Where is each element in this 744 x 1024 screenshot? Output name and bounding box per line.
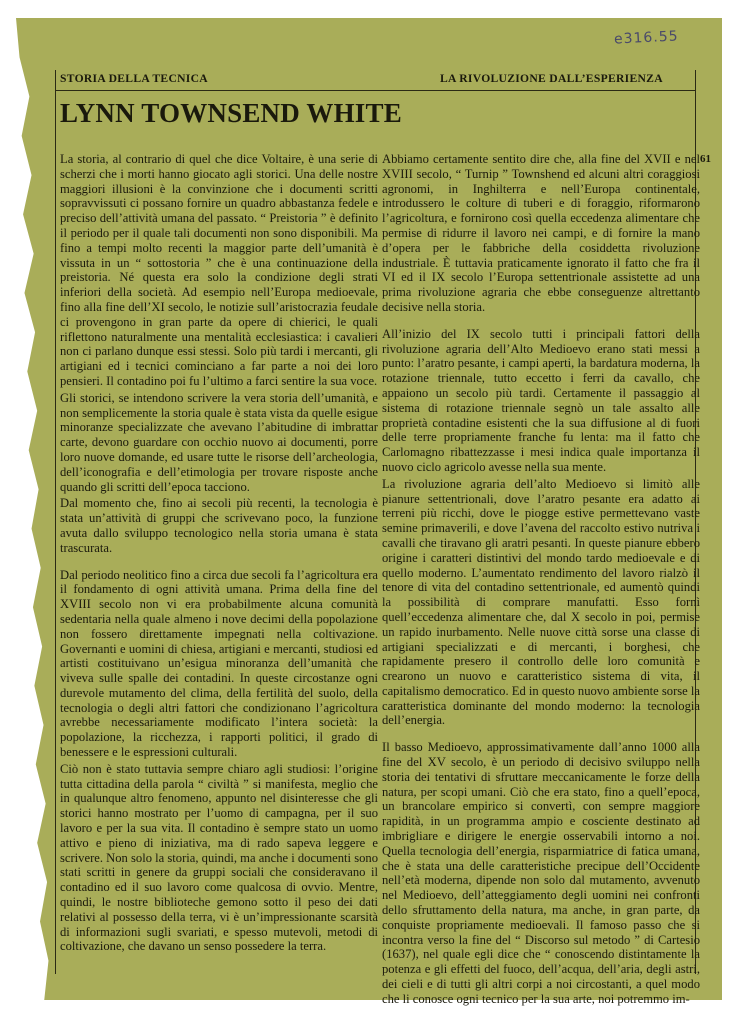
chapter-header: LA RIVOLUZIONE DALL’ESPERIENZA (440, 72, 663, 85)
paragraph: Dal periodo neolitico fino a circa due secoli fa l’agricoltura era il fondamento di ogni attività umana. Prima della fine del XVIII secolo non vi era probabilmente alcuna comunità sedentaria nella quale almeno i nove decimi della popolazione non fossero direttamente impegnati nella coltivazione. Governanti e uomini di chiesa, artigiani e mercanti, studiosi ed artisti costituivano un’esigua minoranza dell’umanità che viveva sulle spalle dei contadini. In queste circostanze ogni durevole mutamento del clima, della fertilità del suolo, della tecnologia o degli altri fattori che condizionano l’agricoltura avrebbe necessariamente modificato l’intera società: la popolazione, la ricchezza, i rapporti politici, il grado di benessere e le espressioni culturali. (60, 567, 378, 760)
paragraph: Ciò non è stato tuttavia sempre chiaro agli studiosi: l’origine tutta cittadina della parola “ civiltà ” si manifesta, meglio che in qualunque altro fenomeno, appunto nel disinteresse che gli storici hanno mostrato per l’uomo di campagna, per il suo lavoro e per la sua vita. Il contadino è sempre stato un uomo attivo e pieno di iniziativa, ma di rado sapeva leggere e scrivere. Non solo la storia, quindi, ma anche i documenti sono stati scritti in genere da gruppi sociali che consideravano il contadino ed il suo lavoro come qualcosa di ovvio. Mentre, quindi, le nostre biblioteche gemono sotto il peso dei dati relativi al possesso della terra, vi è un’impressionante scarsità di informazioni sugli svariati, e spesso mutevoli, metodi di coltivazione, che davano un senso possedere la terra. (60, 761, 378, 954)
paragraph: Gli storici, se intendono scrivere la vera storia dell’umanità, e non semplicemente la storia quale è stata vista da quelle esigue minoranze specializzate che avevano l’abitudine di imbrattar carte, devono guardare con occhio nuovo ai documenti, porre loro nuove domande, ed usare tutte le risorse dell’archeologia, dell’iconografia e dell’etimologia per trovare risposte anche quando gli scritti dell’epoca tacciono. (60, 390, 378, 494)
left-rule (55, 70, 56, 974)
handwritten-note: e316.55 (613, 28, 679, 48)
paragraph: Dal momento che, fino ai secoli più recenti, la tecnologia è stata un’attività di gruppi che scrivevano poco, la funzione avuta dallo sviluppo tecnologico nella storia umana è stata trascurata. (60, 496, 378, 555)
article-title: LYNN TOWNSEND WHITE (60, 98, 402, 128)
paragraph: La storia, al contrario di quel che dice Voltaire, è una serie di scherzi che i morti hanno giocato agli storici. Una delle nostre maggiori illusioni è la convinzione che i documenti scritti sopravvissuti ci possano fornire un quadro abbastanza fedele e preciso dell’attività umana del passato. “ Preistoria ” è definito il periodo per il quale tali documenti non sono disponibili. Ma fino a tempi molto recenti la maggior parte dell’umanità è vissuta in un “ sottostoria ” che è una continuazione della preistoria. Né questa era solo la condizione degli strati inferiori della società. Ad esempio nell’Europa medioevale, fino alla fine dell’XI secolo, le notizie sull’aristocrazia feudale ci provengono in gran parte da opere di chierici, le quali riflettono naturalmente una mentalità ecclesiastica: i cavalieri non ci parlano dunque essi stessi. Solo più tardi i mercanti, gli artigiani ed i tecnici cominciano a far parte a noi dei loro pensieri. Il contadino poi fu l’ultimo a farci sentire la sua voce. (60, 152, 378, 388)
header-rule (56, 90, 696, 91)
section-header: STORIA DELLA TECNICA (60, 72, 208, 85)
paragraph: Il basso Medioevo, approssimativamente dall’anno 1000 alla fine del XV secolo, è un periodo di decisivo sviluppo nella storia dei tentativi di sfruttare meccanicamente le forze della natura, per scopi umani. Ciò che era stato, fino a quell’epoca, un brancolare empirico si convertì, con sempre maggiore rapidità, in un programma ampio e cosciente destinato ad imbrigliare e dirigere le energie osservabili intorno a noi. Quella tecnologia dell’energia, risparmiatrice di fatica umana, che è stata una delle caratteristiche precipue dell’Occidente nell’età moderna, dipende non solo dal mutamento, avvenuto nel Medioevo, dell’atteggiamento degli uomini nei confronti dello sfruttamento della natura, ma anche, in gran parte, da conquiste propriamente medioevali. Il famoso passo che si incontra verso la fine del “ Discorso sul metodo ” di Cartesio (1637), nel quale egli dice che “ conoscendo distintamente la potenza e gli effetti del fuoco, dell’acqua, dell’aria, degli astri, dei cieli e di tutti gli altri corpi a noi circostanti, a quel modo che li conosce ogni tecnico per la sua arte, noi potremmo im- (382, 740, 700, 1006)
right-column (382, 152, 700, 1007)
page-number: 61 (700, 153, 711, 165)
paragraph: Abbiamo certamente sentito dire che, alla fine del XVII e nel XVIII secolo, “ Turnip ” Townshend ed alcuni altri coraggiosi agronomi, in Inghilterra e nell’Europa continentale, introdussero le colture di tuberi e di foraggio, riformarono l’agricoltura, e fornirono così quella eccedenza alimentare che permise di ridurre il lavoro nei campi, e di fornire la mano d’opera per le fabbriche della cosiddetta rivoluzione industriale. È tuttavia praticamente ignorato il fatto che fra il VI ed il IX secolo l’Europa settentrionale assistette ad una prima rivoluzione agraria che ebbe conseguenze altrettanto decisive nella storia. (382, 152, 700, 314)
paragraph: La rivoluzione agraria dell’alto Medioevo si limitò alle pianure settentrionali, dove l’aratro pesante era adatto ai terreni più ricchi, dove le piogge estive permettevano vaste semine primaverili, e dove l’avena del raccolto estivo nutriva i cavalli che tiravano gli aratri pesanti. In queste pianure ebbero origine i caratteri distintivi del mondo tardo medioevale e di quello moderno. L’aumentato rendimento del lavoro rialzò il tenore di vita del contadino settentrionale, ed aumentò quindi la possibilità di comprare manufatti. Esso fornì quell’eccedenza alimentare che, dal X secolo in poi, permise un rapido inurbamento. Nelle nuove città sorse una classe di artigiani specializzati e di mercanti, i borghesi, che rapidamente presero il controllo delle loro comunità e crearono un nuovo e caratteristico sistema di vita, il capitalismo democratico. Ed in questo nuovo ambiente sorse la caratteristica dominante del mondo moderno: la tecnologia dell’energia. (382, 476, 700, 728)
left-column (60, 152, 378, 954)
paragraph: All’inizio del IX secolo tutti i principali fattori della rivoluzione agraria dell’Alto Medioevo erano stati messi a punto: l’aratro pesante, i campi aperti, la bardatura moderna, la rotazione triennale, tutto eccetto i ferri da cavallo, che appaiono un secolo più tardi. Certamente il passaggio al sistema di rotazione triennale segnò un tale assalto alle proprietà contadine esistenti che la sua diffusione al di fuori delle terre propriamente franche fu lenta: ma il fatto che Carlomagno ribattezzasse i mesi indica quale importanza il nuovo ciclo agricolo avesse nella sua mente. (382, 326, 700, 474)
